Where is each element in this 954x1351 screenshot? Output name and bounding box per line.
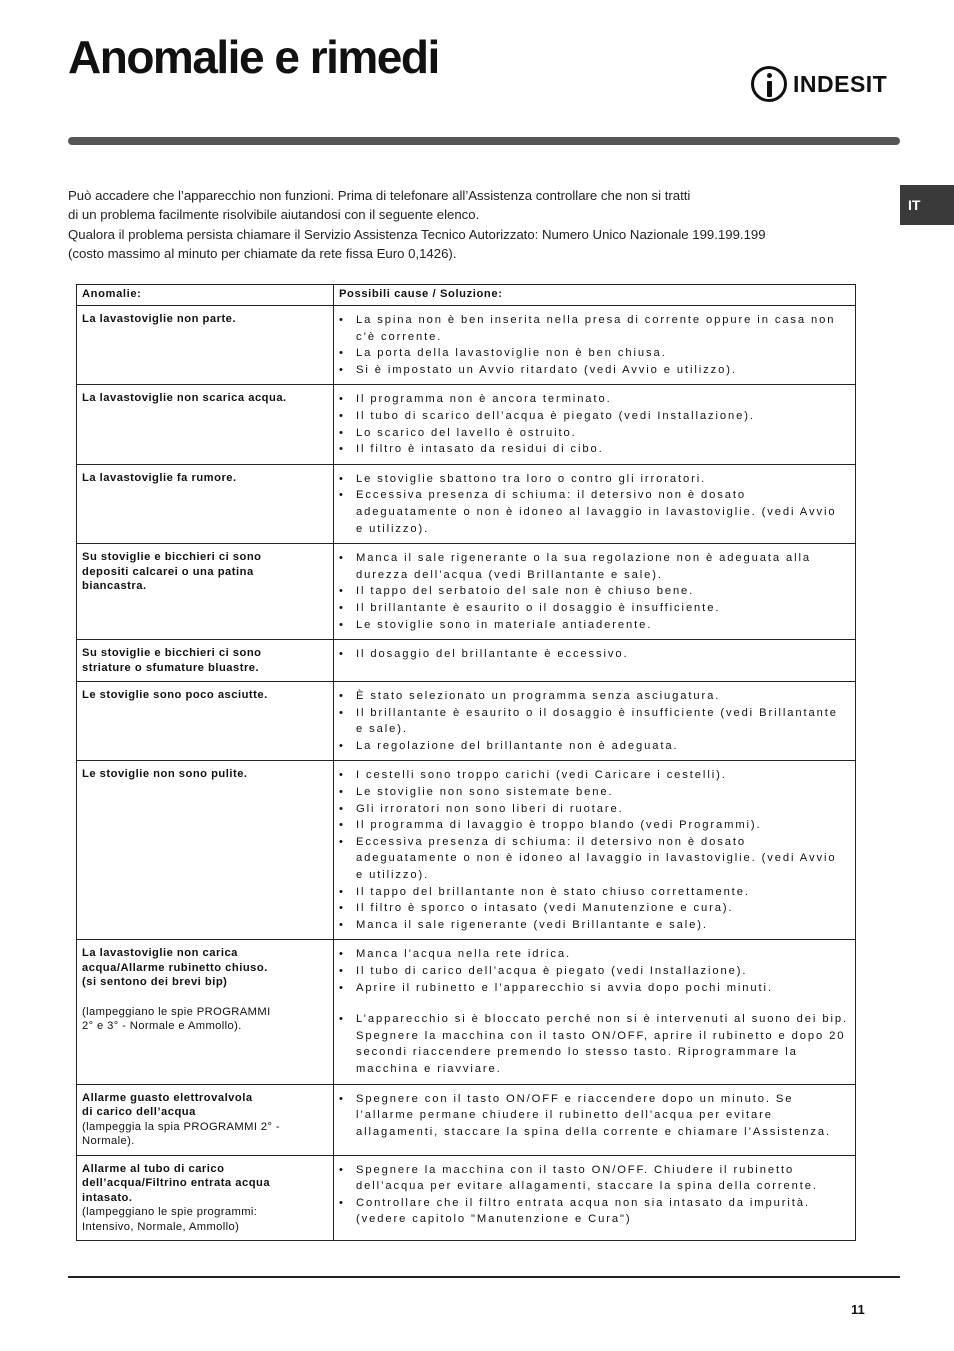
cause-item: • Il programma non è ancora terminato.: [339, 391, 849, 408]
cause-item: • Le stoviglie sbattono tra loro o contro gli irroratori.: [339, 471, 849, 488]
problem-text: Le stoviglie sono poco asciutte.: [82, 689, 268, 702]
problem-text: Allarme guasto elettrovalvola: [82, 1091, 253, 1104]
cause-item: • La regolazione del brillantante non è adeguata.: [339, 738, 849, 755]
cause-item: • Eccessiva presenza di schiuma: il detersivo non è dosato adeguatamente o non è idoneo al lavaggio in lavastoviglie. (vedi Avvio e utilizzo).: [339, 487, 849, 537]
causes-list: [339, 1162, 849, 1228]
problem-cell: [77, 544, 334, 640]
causes-cell: [334, 640, 856, 682]
causes-cell: [334, 306, 856, 385]
problem-text: striature o sfumature bluastre.: [82, 661, 260, 674]
problem-text: acqua/Allarme rubinetto chiuso.: [82, 961, 268, 974]
causes-cell: [334, 1155, 856, 1241]
cause-item: • Controllare che il filtro entrata acqua non sia intasato da impurità. (vedere capitolo "Manutenzione e Cura"): [339, 1195, 849, 1228]
intro-line: di un problema facilmente risolvibile aiutandosi con il seguente elenco.: [68, 207, 480, 223]
causes-cell: [334, 940, 856, 1084]
indicator-note: (lampeggiano le spie programmi:: [82, 1206, 258, 1219]
problem-text: Su stoviglie e bicchieri ci sono: [82, 647, 262, 660]
problem-text: intasato.: [82, 1191, 133, 1204]
cause-item: • Il tappo del brillantante non è stato chiuso correttamente.: [339, 884, 849, 901]
intro-text: [68, 186, 888, 263]
table-row: [77, 640, 856, 682]
cause-item: • Il tappo del serbatoio del sale non è chiuso bene.: [339, 583, 849, 600]
causes-cell: [334, 682, 856, 761]
causes-list: [339, 391, 849, 457]
problem-text: Allarme al tubo di carico: [82, 1162, 225, 1175]
table-header-row: [77, 285, 856, 306]
cause-item: • È stato selezionato un programma senza asciugatura.: [339, 688, 849, 705]
problem-cell: [77, 306, 334, 385]
indicator-note: Normale).: [82, 1135, 135, 1148]
cause-item: • I cestelli sono troppo carichi (vedi Caricare i cestelli).: [339, 767, 849, 784]
problem-text: di carico dell’acqua: [82, 1106, 196, 1119]
table-row: [77, 306, 856, 385]
cause-item: • L’apparecchio si è bloccato perché non si è intervenuti al suono dei bip. Spegnere la macchina con il tasto ON/OFF, aprire il rubinetto e dopo 20 secondi riaccendere premendo lo stesso tasto. Riprogrammare la macchina e riavviare.: [339, 1011, 849, 1077]
problem-text: La lavastoviglie non parte.: [82, 313, 237, 325]
cause-item: • Spegnere con il tasto ON/OFF e riaccendere dopo un minuto. Se l’allarme permane chiudere il rubinetto dell’acqua per evitare allagamenti, staccare la spina della corrente e chiamare l’Assistenza.: [339, 1091, 849, 1141]
table-row: [77, 385, 856, 464]
causes-list: [339, 946, 849, 1077]
indicator-note: (lampeggiano le spie PROGRAMMI: [82, 1005, 271, 1018]
intro-line: Può accadere che l’apparecchio non funzioni. Prima di telefonare all’Assistenza controllare che non si tratti: [68, 188, 691, 203]
table-row: [77, 761, 856, 940]
cause-item: • Eccessiva presenza di schiuma: il detersivo non è dosato adeguatamente o non è idoneo al lavaggio in lavastoviglie. (vedi Avvio e utilizzo).: [339, 834, 849, 884]
causes-list: [339, 550, 849, 633]
cause-item: • Spegnere la macchina con il tasto ON/OFF. Chiudere il rubinetto dell’acqua per evitare allagamenti, staccare la spina della corrente.: [339, 1162, 849, 1195]
cause-item: • Il brillantante è esaurito o il dosaggio è insufficiente.: [339, 600, 849, 617]
problem-cell: [77, 682, 334, 761]
table-row: [77, 682, 856, 761]
cause-item: • Il filtro è intasato da residui di cibo.: [339, 441, 849, 458]
problem-text: Su stoviglie e bicchieri ci sono: [82, 551, 262, 564]
cause-item: • Il tubo di scarico dell’acqua è piegato (vedi Installazione).: [339, 408, 849, 425]
causes-cell: [334, 1084, 856, 1155]
page-title: Anomalie e rimedi: [68, 31, 439, 83]
problem-text: La lavastoviglie fa rumore.: [82, 471, 237, 484]
cause-item: • Il programma di lavaggio è troppo blando (vedi Programmi).: [339, 817, 849, 834]
cause-item: • Manca il sale rigenerante o la sua regolazione non è adeguata alla durezza dell’acqua (vedi Brillantante e sale).: [339, 550, 849, 583]
problem-text: dell’acqua/Filtrino entrata acqua: [82, 1177, 271, 1190]
intro-line: (costo massimo al minuto per chiamate da rete fissa Euro 0,1426).: [68, 245, 457, 261]
indicator-note: Intensivo, Normale, Ammollo): [82, 1220, 240, 1233]
column-header-problems: Anomalie:: [77, 285, 334, 306]
cause-item: • Si è impostato un Avvio ritardato (vedi Avvio e utilizzo).: [339, 362, 849, 379]
problem-text: biancastra.: [82, 580, 147, 593]
causes-list: [339, 646, 849, 663]
problem-text: La lavastoviglie non scarica acqua.: [82, 392, 287, 405]
cause-item: • Le stoviglie sono in materiale antiaderente.: [339, 617, 849, 634]
footer-divider: [68, 1276, 900, 1278]
brand-wordmark: INDESIT: [793, 70, 888, 97]
causes-cell: [334, 464, 856, 543]
cause-item: • La spina non è ben inserita nella presa di corrente oppure in casa non c’è corrente.: [339, 312, 849, 345]
causes-list: [339, 312, 849, 378]
causes-cell: [334, 385, 856, 464]
causes-list: [339, 1091, 849, 1141]
troubleshooting-table: [76, 284, 856, 1241]
problem-text: depositi calcarei o una patina: [82, 565, 254, 578]
header-divider: [68, 137, 900, 145]
causes-cell: [334, 544, 856, 640]
causes-cell: [334, 761, 856, 940]
cause-item: • La porta della lavastoviglie non è ben chiusa.: [339, 345, 849, 362]
column-header-causes: Possibili cause / Soluzione:: [334, 285, 856, 306]
causes-list: [339, 767, 849, 933]
language-tab: IT: [900, 185, 954, 225]
table-row: [77, 1084, 856, 1155]
cause-item: • Gli irroratori non sono liberi di ruotare.: [339, 801, 849, 818]
problem-cell: [77, 761, 334, 940]
problem-cell: [77, 464, 334, 543]
cause-item: • Manca il sale rigenerante (vedi Brillantante e sale).: [339, 917, 849, 934]
cause-item: • Il filtro è sporco o intasato (vedi Manutenzione e cura).: [339, 900, 849, 917]
page-number: 11: [851, 1302, 865, 1317]
cause-item: • Aprire il rubinetto e l’apparecchio si avvia dopo pochi minuti.: [339, 980, 849, 997]
cause-item: • Il brillantante è esaurito o il dosaggio è insufficiente (vedi Brillantante e sale).: [339, 705, 849, 738]
problem-cell: [77, 640, 334, 682]
indicator-note: 2° e 3° - Normale e Ammollo).: [82, 1020, 242, 1033]
cause-item: • Le stoviglie non sono sistemate bene.: [339, 784, 849, 801]
problem-cell: [77, 1084, 334, 1155]
brand-i-icon: [751, 66, 787, 102]
problem-text: Le stoviglie non sono pulite.: [82, 768, 248, 781]
problem-text: (si sentono dei brevi bip): [82, 976, 228, 989]
table-body: [77, 306, 856, 1241]
problem-text: La lavastoviglie non carica: [82, 947, 238, 960]
indicator-note: (lampeggia la spia PROGRAMMI 2° -: [82, 1120, 280, 1133]
table-row: [77, 544, 856, 640]
problem-cell: [77, 940, 334, 1084]
cause-item: • Il tubo di carico dell’acqua è piegato (vedi Installazione).: [339, 963, 849, 980]
cause-item: • Il dosaggio del brillantante è eccessivo.: [339, 646, 849, 663]
causes-list: [339, 688, 849, 754]
causes-list: [339, 471, 849, 537]
table-row: [77, 1155, 856, 1241]
table-row: [77, 940, 856, 1084]
indesit-logo: [751, 62, 901, 106]
problem-cell: [77, 385, 334, 464]
cause-item: • Lo scarico del lavello è ostruito.: [339, 425, 849, 442]
intro-line: Qualora il problema persista chiamare il Servizio Assistenza Tecnico Autorizzato: Numero Unico Nazionale 199.199.199: [68, 226, 766, 242]
table-row: [77, 464, 856, 543]
problem-cell: [77, 1155, 334, 1241]
cause-item: • Manca l’acqua nella rete idrica.: [339, 946, 849, 963]
